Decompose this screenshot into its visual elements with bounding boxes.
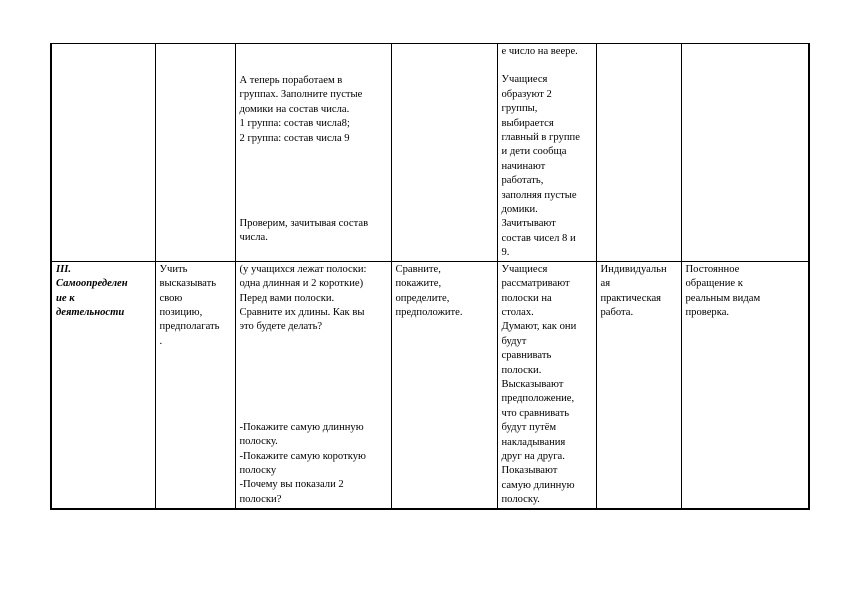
text-line: проверка.	[685, 306, 730, 318]
control-cell	[681, 261, 809, 508]
text-line: ая	[600, 278, 611, 290]
text-line: реальным видам	[685, 292, 761, 304]
text-line: .	[159, 335, 163, 347]
text-line: будут	[501, 335, 527, 347]
text-line: заполняя пустые	[501, 189, 577, 201]
teacher-activity-cell	[235, 261, 391, 508]
stage-title-line: ие к	[56, 292, 75, 304]
text-line: работать,	[501, 175, 544, 187]
text-line: е число на веере.	[501, 46, 578, 57]
text-line: полоски на	[501, 292, 552, 304]
text-line: друг на друга.	[501, 450, 565, 462]
text-line: образуют 2	[501, 88, 552, 100]
lesson-plan-table	[50, 43, 810, 510]
text-line: Проверим, зачитывая состав	[239, 218, 369, 230]
text-line: Постоянное	[685, 263, 740, 275]
text-line: что сравнивать	[501, 407, 570, 419]
text-line: числа.	[239, 232, 268, 244]
text-line: Учащиеся	[501, 263, 548, 275]
stage-cell	[51, 44, 155, 262]
text-line: свою	[159, 292, 183, 304]
students-activity-cell	[497, 261, 596, 508]
text-line: высказывать	[159, 278, 217, 290]
text-line: позицию,	[159, 306, 203, 318]
stage-cell	[51, 261, 155, 508]
text-line: предполагать	[159, 321, 220, 333]
text-line: Сравните,	[395, 263, 441, 275]
text-line: Перед вами полоски.	[239, 292, 335, 304]
text-line: начинают	[501, 160, 546, 172]
work-form-cell	[596, 44, 681, 262]
text-line: сравнивать	[501, 350, 552, 362]
text-line: это будете делать?	[239, 321, 323, 333]
goal-cell	[155, 261, 235, 508]
text-line: главный в группе	[501, 132, 580, 144]
text-line: покажите,	[395, 278, 442, 290]
text-line: полоски.	[501, 364, 542, 376]
text-line: столах.	[501, 306, 534, 318]
stage-title-line: Самоопределен	[56, 278, 128, 290]
text-line: домики.	[501, 204, 538, 216]
text-line: определите,	[395, 292, 450, 304]
text-line: 2 группа: состав числа 9	[239, 132, 350, 144]
control-cell	[681, 44, 809, 262]
text-line: (у учащихся лежат полоски:	[239, 263, 367, 275]
work-form-cell	[596, 261, 681, 508]
text-line: Учить	[159, 263, 188, 275]
text-line: предположение,	[501, 393, 575, 405]
text-line: -Покажите самую короткую	[239, 450, 366, 462]
text-line: выбирается	[501, 117, 554, 129]
text-line: Думают, как они	[501, 321, 577, 333]
text-line: предположите.	[395, 306, 463, 318]
text-line: полоску.	[239, 436, 278, 448]
text-line: накладывания	[501, 436, 566, 448]
text-line: группах. Заполните пустые	[239, 89, 363, 101]
text-line: Высказывают	[501, 378, 564, 390]
table-row	[51, 44, 809, 262]
stage-title-line: деятельности	[56, 306, 125, 318]
text-line: практическая	[600, 292, 662, 304]
text-line: Зачитывают	[501, 218, 556, 230]
text-line: домики на состав числа.	[239, 103, 350, 115]
text-line: полоски?	[239, 493, 282, 505]
text-line: обращение к	[685, 278, 743, 290]
text-line: полоску.	[501, 494, 540, 506]
text-line: работа.	[600, 306, 634, 318]
table-row	[51, 261, 809, 508]
goal-cell	[155, 44, 235, 262]
text-line: -Почему вы показали 2	[239, 479, 344, 491]
text-line: группы,	[501, 103, 538, 115]
text-line: одна длинная и 2 короткие)	[239, 278, 364, 290]
text-line: рассматривают	[501, 278, 570, 290]
text-line: 1 группа: состав числа8;	[239, 118, 350, 130]
text-line: -Покажите самую длинную	[239, 421, 364, 433]
text-line: состав чисел 8 и	[501, 232, 576, 244]
teacher-activity-cell	[235, 44, 391, 262]
text-line: будут путём	[501, 422, 557, 434]
text-line: самую длинную	[501, 479, 575, 491]
text-line: А теперь поработаем в	[239, 75, 343, 86]
stage-title-line: III.	[56, 263, 72, 275]
uud-cell	[391, 261, 497, 508]
students-activity-cell	[497, 44, 596, 262]
text-line: Показывают	[501, 465, 558, 477]
text-line: полоску	[239, 464, 277, 476]
uud-cell	[391, 44, 497, 262]
text-line: и дети сообща	[501, 146, 567, 158]
text-line: Учащиеся	[501, 74, 548, 86]
text-line: Индивидуальн	[600, 263, 667, 275]
text-line: 9.	[501, 247, 510, 259]
text-line: Сравните их длины. Как вы	[239, 306, 365, 318]
